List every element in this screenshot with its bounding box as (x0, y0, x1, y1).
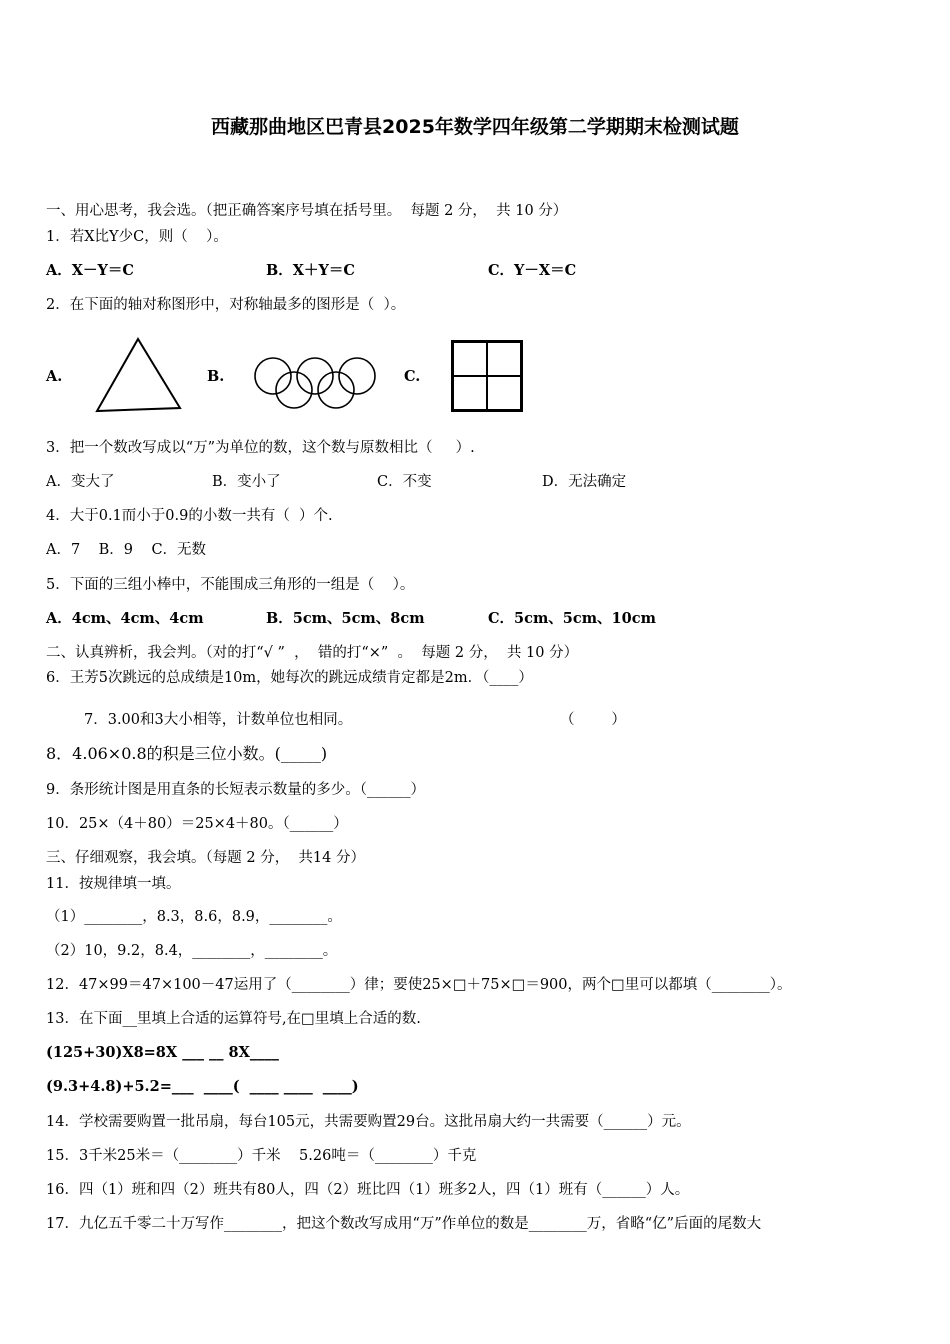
section-2-heading: 二、认真辨析，我会判。（对的打“√ ” ， 错的打“×” 。 每题 2 分， 共 10 分） (46, 645, 579, 661)
page-title: 西藏那曲地区巴青县2025年数学四年级第二学期期末检测试题 (211, 116, 739, 138)
question-13-line-1: (125+30)X8=8X ___ __ 8X____ (46, 1044, 279, 1061)
question-10: 10．25×（4＋80）＝25×4＋80。（______） (46, 816, 348, 832)
question-9: 9．条形统计图是用直条的长短表示数量的多少。（______） (46, 782, 425, 798)
question-4-options: A．7 B．9 C．无数 (46, 542, 207, 558)
triangle-figure (94, 336, 184, 414)
question-12: 12．47×99＝47×100－47运用了（________）律；要使25×□＋75×□＝900，两个□里可以都填（________）。 (46, 977, 792, 993)
question-5-option-c: C．5cm、5cm、10cm (488, 610, 656, 627)
question-11-part-1: （1）________，8.3，8.6，8.9，________。 (46, 909, 342, 925)
question-6: 6．王芳5次跳远的总成绩是10m，她每次的跳远成绩肯定都是2m．（____） (46, 670, 533, 686)
question-2: 2．在下面的轴对称图形中，对称轴最多的图形是（ ）。 (46, 297, 406, 313)
question-7-parentheses: （ ） (560, 712, 626, 728)
square-grid-figure (451, 340, 523, 412)
question-1-option-b: B．X＋Y＝C (266, 262, 355, 279)
question-16: 16．四（1）班和四（2）班共有80人，四（2）班比四（1）班多2人，四（1）班有（______）人。 (46, 1182, 690, 1198)
question-1-option-c: C．Y－X＝C (488, 262, 577, 279)
question-13-line-2: (9.3+4.8)+5.2=___ ____( ____ ____ ____) (46, 1078, 359, 1095)
question-8: 8．4.06×0.8的积是三位小数。(_____) (46, 744, 328, 763)
question-7: 7．3.00和3大小相等，计数单位也相同。 (84, 712, 353, 728)
question-11: 11．按规律填一填。 (46, 876, 181, 892)
question-5-option-b: B．5cm、5cm、8cm (266, 610, 425, 627)
olympic-rings-figure (253, 356, 379, 412)
section-3-heading: 三、仔细观察，我会填。（每题 2 分， 共14 分） (46, 850, 365, 866)
question-5: 5．下面的三组小棒中，不能围成三角形的一组是（ ）。 (46, 577, 415, 593)
question-4: 4．大于0.1而小于0.9的小数一共有（ ）个. (46, 508, 333, 524)
question-1-option-a: A．X－Y＝C (46, 262, 134, 279)
question-3-option-b: B．变小了 (212, 474, 281, 490)
question-3-option-c: C．不变 (377, 474, 432, 490)
question-15: 15．3千米25米＝（________）千米 5.26吨＝（________）千克 (46, 1148, 477, 1164)
question-13: 13．在下面__里填上合适的运算符号,在□里填上合适的数. (46, 1011, 421, 1027)
question-1: 1．若X比Y少C，则（ ）。 (46, 229, 228, 245)
question-2-option-c: C. (404, 368, 421, 385)
question-17: 17．九亿五千零二十万写作________，把这个数改写成用“万”作单位的数是________万，省略“亿”后面的尾数大 (46, 1216, 762, 1232)
question-11-part-2: （2）10，9.2，8.4，________，________。 (46, 943, 338, 959)
section-1-heading: 一、用心思考，我会选。（把正确答案序号填在括号里。 每题 2 分， 共 10 分） (46, 203, 568, 219)
question-14: 14．学校需要购置一批吊扇，每台105元，共需要购置29台。这批吊扇大约一共需要（______）元。 (46, 1114, 691, 1130)
question-2-option-a: A. (46, 368, 63, 385)
question-2-option-b: B. (207, 368, 225, 385)
question-3-option-d: D．无法确定 (542, 474, 627, 490)
question-5-option-a: A．4cm、4cm、4cm (46, 610, 204, 627)
question-3: 3．把一个数改写成以“万”为单位的数，这个数与原数相比（ ）. (46, 440, 475, 456)
question-3-option-a: A．变大了 (46, 474, 115, 490)
